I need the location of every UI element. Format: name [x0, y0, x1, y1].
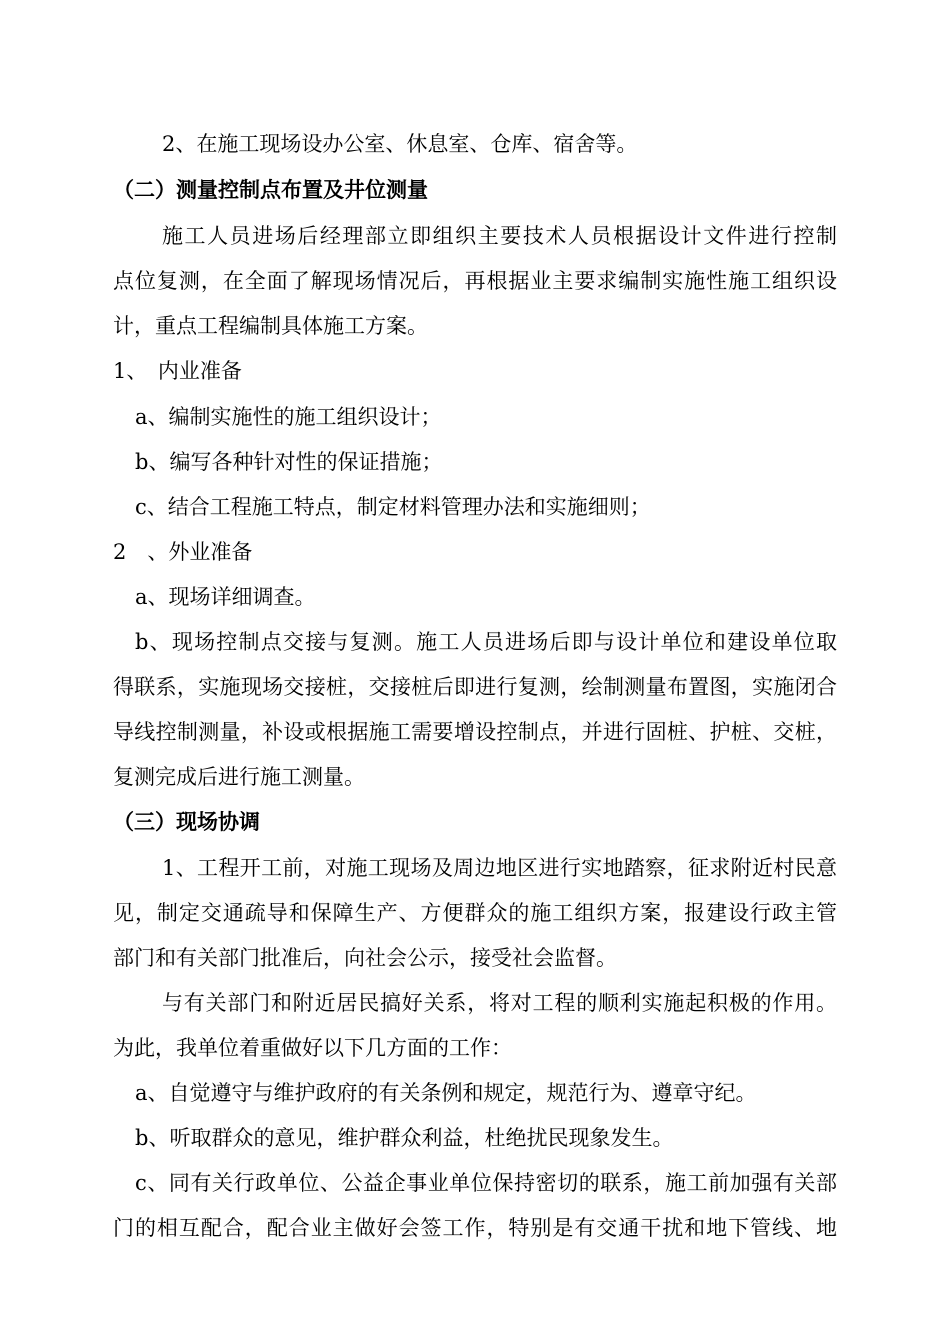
section-heading: （三）现场协调	[113, 810, 260, 834]
paragraph-line: 1、工程开工前，对施工现场及周边地区进行实地踏察，征求附近村民意	[162, 856, 837, 880]
paragraph-line: 导线控制测量，补设或根据施工需要增设控制点，并进行固桩、护桩、交桩，	[113, 720, 837, 744]
list-item: c、结合工程施工特点，制定材料管理办法和实施细则；	[135, 495, 651, 519]
paragraph-line: 2、在施工现场设办公室、休息室、仓库、宿舍等。	[162, 132, 638, 156]
list-item: c、同有关行政单位、公益企事业单位保持密切的联系，施工前加强有关部	[135, 1171, 837, 1195]
paragraph-line: 施工人员进场后经理部立即组织主要技术人员根据设计文件进行控制	[162, 224, 837, 248]
list-item: a、自觉遵守与维护政府的有关条例和规定，规范行为、遵章守纪。	[135, 1081, 757, 1105]
paragraph-line: 得联系，实施现场交接桩，交接桩后即进行复测，绘制测量布置图，实施闭合	[113, 675, 837, 699]
paragraph-line: 见，制定交通疏导和保障生产、方便群众的施工组织方案，报建设行政主管	[113, 901, 837, 925]
paragraph-line: 部门和有关部门批准后，向社会公示，接受社会监督。	[113, 946, 617, 970]
list-item: b、现场控制点交接与复测。施工人员进场后即与设计单位和建设单位取	[135, 630, 837, 654]
list-item: a、编制实施性的施工组织设计；	[135, 405, 442, 429]
paragraph-line: 点位复测，在全面了解现场情况后，再根据业主要求编制实施性施工组织设	[113, 269, 837, 293]
list-heading: 1、 内业准备	[113, 359, 242, 383]
list-item: b、听取群众的意见，维护群众利益，杜绝扰民现象发生。	[135, 1126, 674, 1150]
section-heading: （二）测量控制点布置及井位测量	[113, 178, 428, 202]
paragraph-line: 为此，我单位着重做好以下几方面的工作：	[113, 1036, 512, 1060]
list-heading: 2 、外业准备	[113, 540, 253, 564]
list-item: a、现场详细调查。	[135, 585, 316, 609]
paragraph-line: 与有关部门和附近居民搞好关系，将对工程的顺利实施起积极的作用。	[162, 991, 837, 1015]
paragraph-line: 门的相互配合，配合业主做好会签工作，特别是有交通干扰和地下管线、地	[113, 1216, 837, 1240]
list-item: b、编写各种针对性的保证措施；	[135, 450, 443, 474]
paragraph-line: 复测完成后进行施工测量。	[113, 765, 365, 789]
paragraph-line: 计，重点工程编制具体施工方案。	[113, 314, 428, 338]
